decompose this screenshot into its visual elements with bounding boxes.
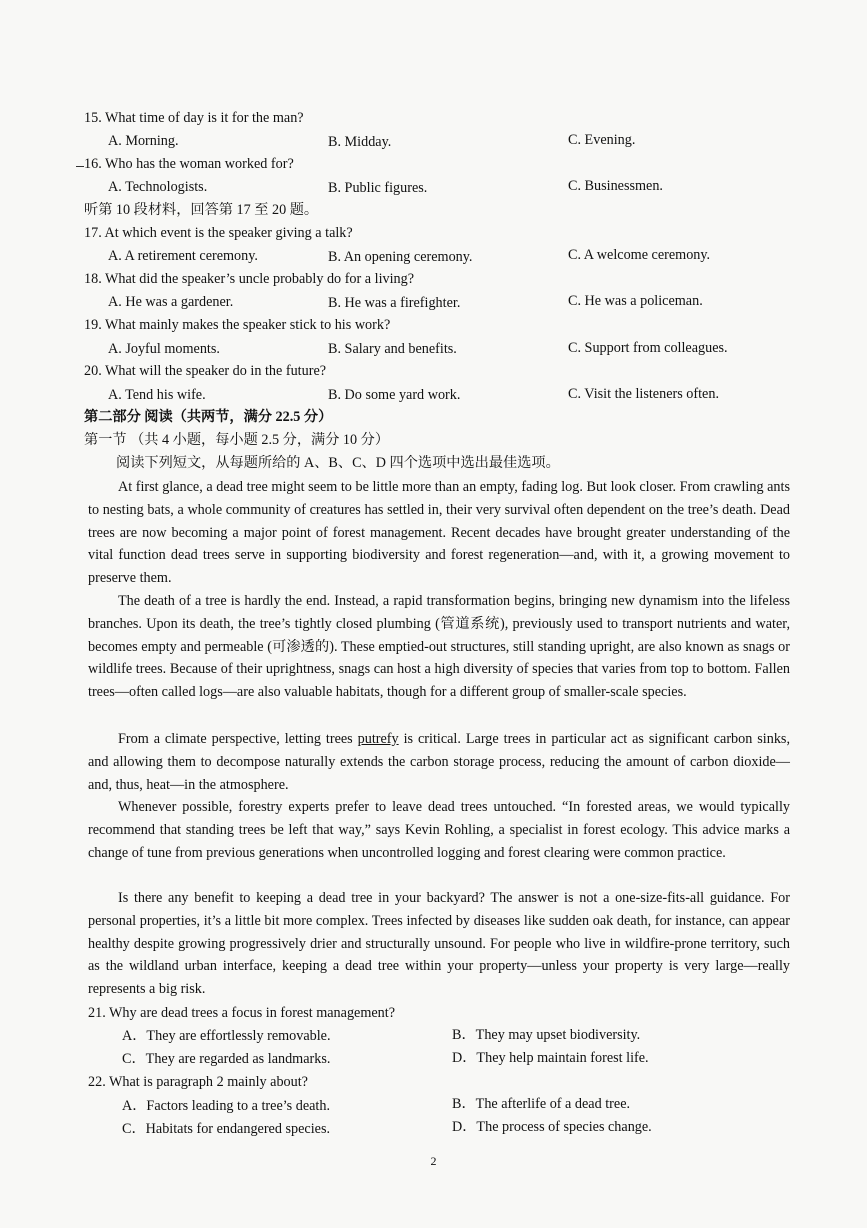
- q21-option-c: C．They are regarded as landmarks.: [122, 1051, 331, 1067]
- q22-option-a: A．Factors leading to a tree’s death.: [122, 1098, 331, 1114]
- section-10-instruction: 听第 10 段材料，回答第 17 至 20 题。: [84, 202, 319, 218]
- part-2-title: 第二部分 阅读（共两节，满分 22.5 分）: [84, 409, 333, 425]
- q19-option-b: B. Salary and benefits.: [328, 341, 457, 357]
- question-20: 20. What will the speaker do in the future?: [84, 363, 327, 379]
- q17-option-c: C. A welcome ceremony.: [568, 247, 711, 263]
- q21-option-a: A．They are effortlessly removable.: [122, 1028, 331, 1044]
- underlined-word-putrefy: putrefy: [357, 731, 399, 747]
- q18-option-b: B. He was a firefighter.: [328, 295, 461, 311]
- q21-option-b: B．They may upset biodiversity.: [452, 1027, 641, 1043]
- page-number: 2: [430, 1154, 437, 1168]
- q21-option-d: D．They help maintain forest life.: [452, 1050, 649, 1066]
- passage-paragraph-5: Is there any benefit to keeping a dead tree in your backyard? The answer is not a one-size-fits-all guidance. For personal properties, it’s a little bit more complex. Trees infected by diseases like sudden oak death, for instance, can appear healthy despite growing progressively drier and structurally unsound. For people who live in wildfire-prone territory, such as the wildland urban interface, keeping a dead tree within your property—unless your property is very large—really represents a big risk.: [88, 890, 790, 998]
- question-19: 19. What mainly makes the speaker stick to his work?: [84, 317, 391, 333]
- section-1-title: 第一节 （共 4 小题，每小题 2.5 分，满分 10 分）: [84, 432, 390, 448]
- q16-option-c: C. Businessmen.: [568, 178, 663, 194]
- q15-option-b: B. Midday.: [328, 134, 392, 150]
- q22-option-d: D．The process of species change.: [452, 1119, 652, 1135]
- passage-paragraph-3: [88, 728, 790, 796]
- passage-paragraph-2: The death of a tree is hardly the end. Instead, a rapid transformation begins, bringing new dynamism into the lifeless branches. Upon its death, the tree’s tightly closed plumbing (管道系统), previously used to transport nutrients and water, becomes empty and permeable (可渗透的). These emptied-out structures, still standing upright, are also known as snags or wildlife trees. Because of their uprightness, snags can host a high diversity of species that varies from top to bottom. Fallen trees—often called logs—are also valuable habitats, though for a different group of smaller-scale species.: [88, 593, 790, 701]
- q17-option-b: B. An opening ceremony.: [328, 249, 473, 265]
- q19-option-a: A. Joyful moments.: [108, 341, 220, 357]
- q17-option-a: A. A retirement ceremony.: [108, 248, 258, 264]
- question-16: 16. Who has the woman worked for?: [84, 156, 294, 172]
- passage-paragraph-4: Whenever possible, forestry experts prefer to leave dead trees untouched. “In forested areas, we would typically recommend that standing trees be left that way,” says Kevin Rohling, a specialist in forest ecology. This advice marks a change of tune from previous generations when uncontrolled logging and forest clearing were common practice.: [88, 799, 790, 861]
- q20-option-a: A. Tend his wife.: [108, 387, 206, 403]
- q22-option-c: C．Habitats for endangered species.: [122, 1121, 331, 1137]
- q20-option-c: C. Visit the listeners often.: [568, 386, 719, 402]
- q19-option-c: C. Support from colleagues.: [568, 340, 728, 356]
- q22-option-b: B．The afterlife of a dead tree.: [452, 1096, 631, 1112]
- question-22: 22. What is paragraph 2 mainly about?: [88, 1074, 308, 1090]
- q16-option-b: B. Public figures.: [328, 180, 428, 196]
- question-18: 18. What did the speaker’s uncle probably do for a living?: [84, 271, 415, 287]
- q15-option-a: A. Morning.: [108, 133, 179, 149]
- q20-option-b: B. Do some yard work.: [328, 387, 461, 403]
- q16-option-a: A. Technologists.: [108, 179, 208, 195]
- question-17: 17. At which event is the speaker giving a talk?: [84, 225, 353, 241]
- q15-option-c: C. Evening.: [568, 132, 636, 148]
- paragraph-3-text-end: is critical. Large trees in particular act as significant carbon sinks, and allowing them to decompose naturally extends the carbon storage process, reducing the amount of carbon dioxide—and, thus, heat—in the atmosphere.: [88, 731, 790, 793]
- q18-option-c: C. He was a policeman.: [568, 293, 703, 309]
- pen-mark: [76, 166, 84, 167]
- question-21: 21. Why are dead trees a focus in forest management?: [88, 1005, 396, 1021]
- question-15: 15. What time of day is it for the man?: [84, 110, 304, 126]
- paragraph-3-text-start: From a climate perspective, letting trees: [118, 731, 358, 747]
- q18-option-a: A. He was a gardener.: [108, 294, 234, 310]
- reading-instruction: 阅读下列短文，从每题所给的 A、B、C、D 四个选项中选出最佳选项。: [116, 455, 560, 471]
- passage-paragraph-1: At first glance, a dead tree might seem to be little more than an empty, fading log. But look closer. From crawling ants to nesting bats, a whole community of creatures has settled in, their very survival often dependent on the tree’s death. Dead trees are now becoming a major point of forest management. Recent decades have brought greater understanding of the vital function dead trees serve in supporting biodiversity and forest regeneration—and, with it, a growing movement to preserve them.: [88, 479, 790, 587]
